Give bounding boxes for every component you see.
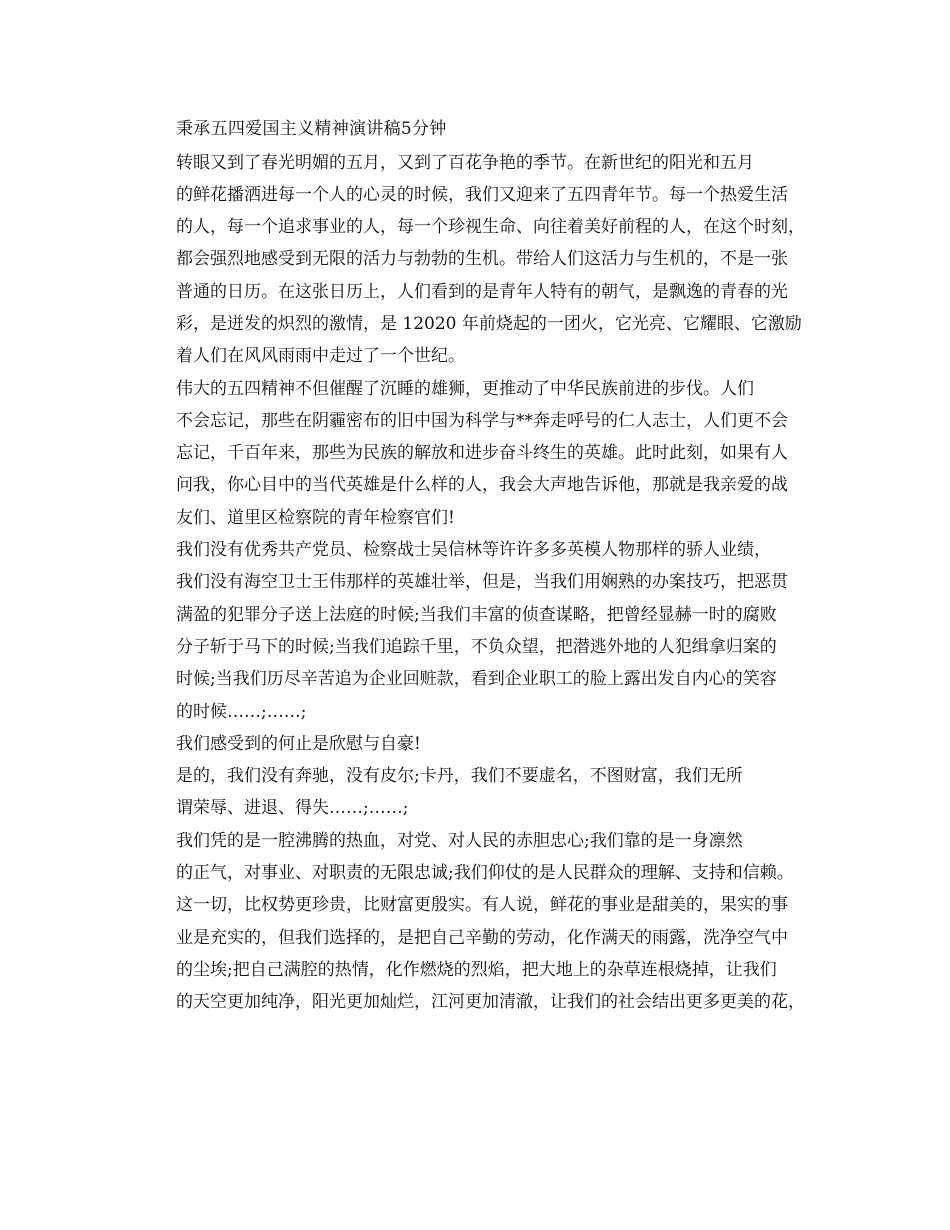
paragraph (138, 825, 818, 1019)
text-line: 我们没有优秀共产党员、检察战士吴信林等许许多多英模人物那样的骄人业绩， (176, 540, 771, 561)
document-title: 秉承五四爱国主义精神演讲稿5分钟 (176, 119, 447, 139)
text-line: 我们感受到的何止是欣慰与自豪! (176, 733, 421, 754)
text-line: 我们凭的是一腔沸腾的热血，对党、对人民的赤胆忠心;我们靠的是一身凛然 (176, 830, 743, 851)
paragraph (138, 534, 818, 728)
paragraph (138, 147, 818, 373)
paragraph (138, 760, 818, 825)
text-line: 转眼又到了春光明媚的五月，又到了百花争艳的季节。在新世纪的阳光和五月 (176, 152, 754, 173)
text-line: 彩，是迸发的炽烈的激情，是 12020 年前烧起的一团火，它光亮、它耀眼、它激励 (176, 313, 802, 334)
text-line: 谓荣辱、进退、得失……;……; (176, 798, 409, 819)
text-line: 的时候……;……; (176, 701, 307, 722)
paragraph (138, 728, 818, 760)
paragraph (138, 373, 818, 534)
paragraph-list (138, 147, 818, 1019)
text-line: 的人，每一个追求事业的人，每一个珍视生命、向往着美好前程的人，在这个时刻， (176, 217, 805, 238)
text-line: 不会忘记，那些在阴霾密布的旧中国为科学与**奔走呼号的仁人志士，人们更不会 (176, 410, 788, 431)
text-line: 问我，你心目中的当代英雄是什么样的人，我会大声地告诉他，那就是我亲爱的战 (176, 475, 788, 496)
text-line: 时候;当我们历尽辛苦追为企业回赃款，看到企业职工的脸上露出发自内心的笑容 (176, 669, 777, 690)
text-line: 伟大的五四精神不但催醒了沉睡的雄狮，更推动了中华民族前进的步伐。人们 (176, 378, 754, 399)
text-line: 分子斩于马下的时候;当我们追踪千里，不负众望，把潜逃外地的人犯缉拿归案的 (176, 636, 777, 657)
document-body (138, 112, 818, 1019)
text-line: 是的，我们没有奔驰，没有皮尔;卡丹，我们不要虚名，不图财富，我们无所 (176, 766, 743, 787)
text-line: 的鲜花播洒进每一个人的心灵的时候，我们又迎来了五四青年节。每一个热爱生活 (176, 184, 788, 205)
text-line: 忘记，千百年来，那些为民族的解放和进步奋斗终生的英雄。此时此刻，如果有人 (176, 443, 788, 464)
text-line: 这一切，比权势更珍贵，比财富更殷实。有人说，鲜花的事业是甜美的，果实的事 (176, 895, 788, 916)
text-line: 普通的日历。在这张日历上，人们看到的是青年人特有的朝气，是飘逸的青春的光 (176, 281, 788, 302)
text-line: 着人们在风风雨雨中走过了一个世纪。 (176, 346, 465, 367)
text-line: 的正气，对事业、对职责的无限忠诚;我们仰仗的是人民群众的理解、支持和信赖。 (176, 863, 794, 884)
text-line: 我们没有海空卫士王伟那样的英雄壮举，但是，当我们用娴熟的办案技巧，把恶贯 (176, 572, 788, 593)
text-line: 的尘埃;把自己满腔的热情，化作燃烧的烈焰，把大地上的杂草连根烧掉，让我们 (176, 959, 777, 980)
text-line: 业是充实的，但我们选择的，是把自己辛勤的劳动，化作满天的雨露，洗净空气中 (176, 927, 788, 948)
text-line: 的天空更加纯净，阳光更加灿烂，江河更加清澈，让我们的社会结出更多更美的花， (176, 992, 805, 1013)
text-line: 满盈的犯罪分子送上法庭的时候;当我们丰富的侦查谋略，把曾经显赫一时的腐败 (176, 604, 777, 625)
text-line: 友们、道里区检察院的青年检察官们! (176, 507, 455, 528)
text-line: 都会强烈地感受到无限的活力与勃勃的生机。带给人们这活力与生机的，不是一张 (176, 249, 788, 270)
